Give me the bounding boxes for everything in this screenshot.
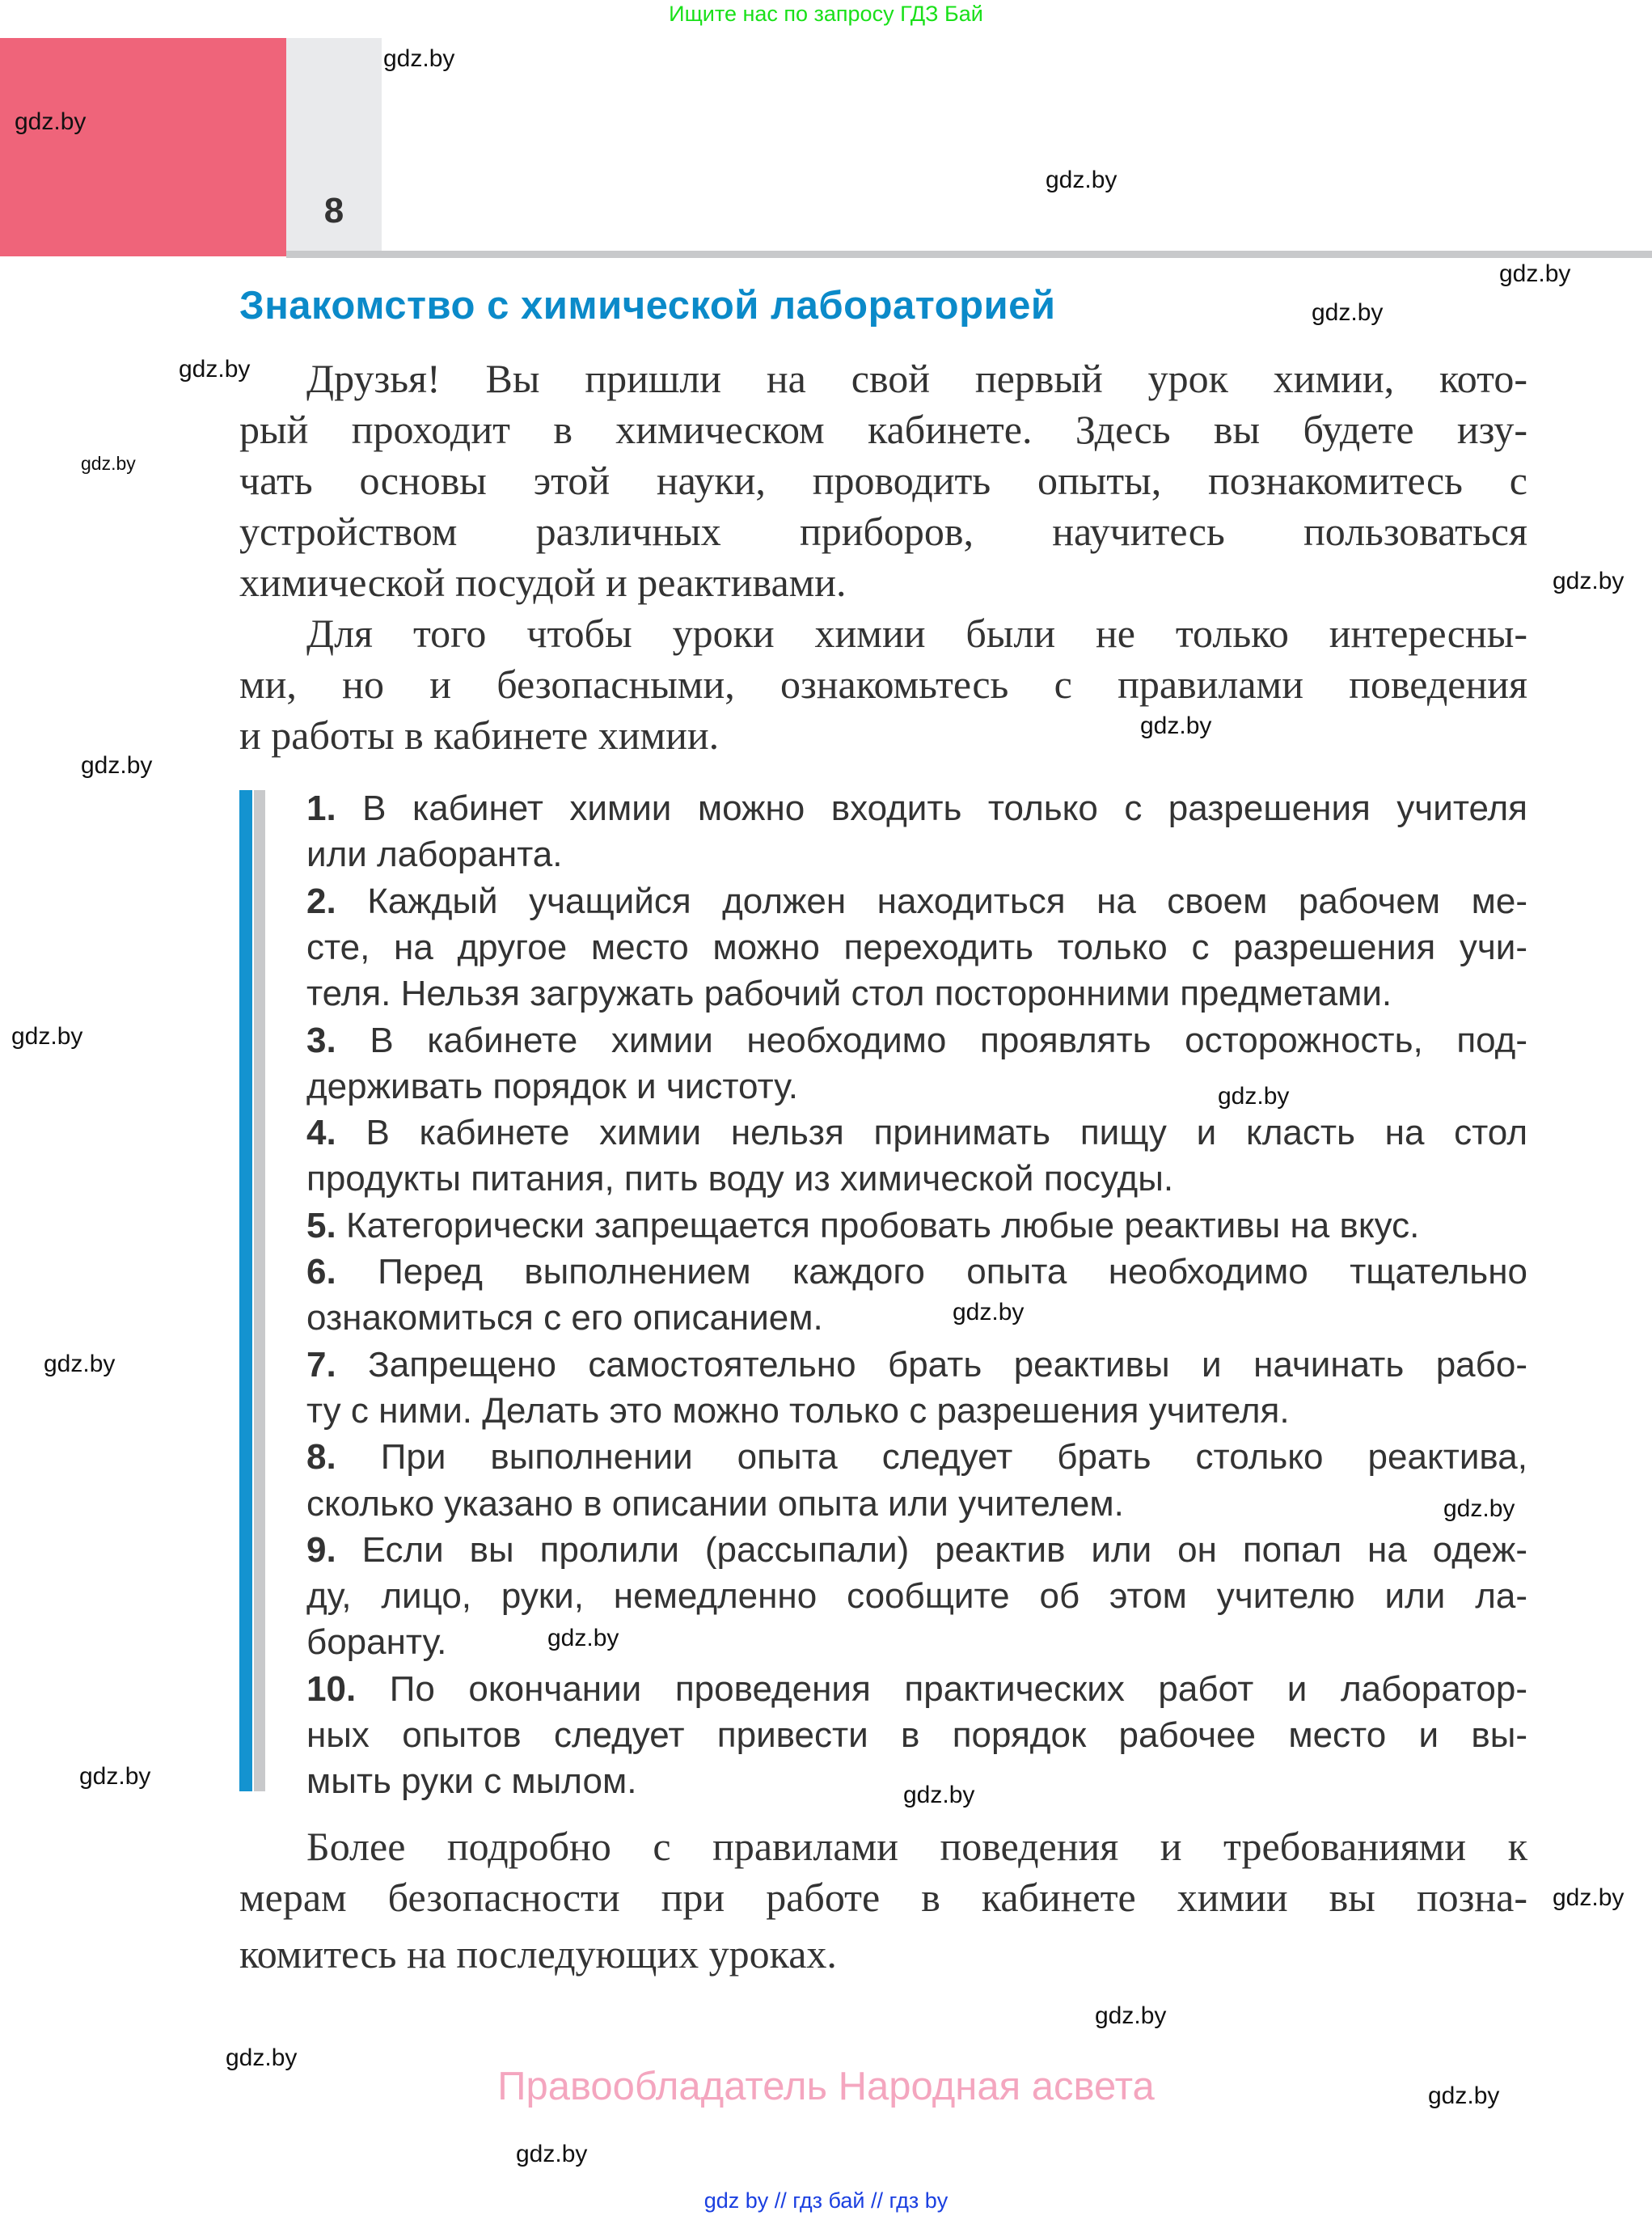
rule-number: 8. (306, 1437, 336, 1478)
rule-line (306, 1619, 1527, 1665)
rule-text: сколько указано в описании опыта или учителем. (306, 1483, 1124, 1524)
rule-line (306, 1666, 1527, 1712)
watermark: gdz.by (1095, 2002, 1167, 2029)
rule-line (306, 1110, 1527, 1156)
rule-number: 2. (306, 881, 336, 921)
watermark: gdz.by (81, 453, 136, 474)
paragraph-line: Друзья! Вы пришли на свой первый урок химии, кото- (306, 356, 1527, 401)
rule-text: ных опытов следует привести в порядок рабочее место и вы- (306, 1715, 1527, 1755)
rule-text: В кабинете химии необходимо проявлять осторожность, под- (370, 1020, 1527, 1060)
rule-text: сте, на другое место можно переходить только с разрешения учи- (306, 927, 1527, 967)
watermark: gdz.by (383, 45, 455, 72)
section-title: Знакомство с химической лабораторией (239, 284, 1056, 328)
top-banner: Ищите нас по запросу ГДЗ Бай (669, 2, 983, 26)
rule-line (306, 831, 1527, 877)
rule-line (306, 1434, 1527, 1480)
rule-text: В кабинет химии можно входить только с разрешения учителя (362, 789, 1527, 828)
watermark: gdz.by (547, 1625, 619, 1651)
watermark: gdz.by (1312, 299, 1384, 326)
watermark: gdz.by (44, 1351, 116, 1377)
rule-text: держивать порядок и чистоту. (306, 1066, 798, 1106)
watermark: gdz.by (79, 1763, 151, 1790)
watermark: gdz.by (953, 1299, 1025, 1326)
rules-accent-bar (239, 790, 252, 1791)
rule-text: или лаборанта. (306, 835, 563, 875)
copyright-notice: Правообладатель Народная асвета (497, 2065, 1155, 2108)
watermark: gdz.by (1218, 1083, 1290, 1110)
rule-line (306, 970, 1527, 1017)
rule-number: 3. (306, 1020, 336, 1060)
watermark: gdz.by (226, 2044, 298, 2071)
rule-line (306, 1156, 1527, 1202)
page-number: 8 (323, 191, 344, 230)
rule-line (306, 1203, 1527, 1249)
rule-text: продукты питания, пить воду из химической посуды. (306, 1159, 1174, 1199)
rule-text: Если вы пролили (рассыпали) реактив или он попал на одеж- (361, 1529, 1527, 1570)
watermark: gdz.by (1499, 260, 1571, 287)
watermark: gdz.by (903, 1782, 975, 1808)
paragraph-line: Для того чтобы уроки химии были не только интересны- (306, 611, 1527, 656)
rule-line (306, 1573, 1527, 1619)
paragraph-line: устройством различных приборов, научитесь пользоваться (239, 509, 1527, 554)
rule-line (306, 1388, 1527, 1434)
rule-line (306, 785, 1527, 831)
rules-accent-bar-secondary (254, 790, 265, 1791)
watermark: gdz.by (81, 752, 153, 779)
rule-text: При выполнении опыта следует брать столько реактива, (380, 1437, 1527, 1478)
rule-line (306, 924, 1527, 970)
paragraph-line: рый проходит в химическом кабинете. Здесь вы будете изу- (239, 407, 1527, 452)
rule-line (306, 1712, 1527, 1758)
rule-number: 7. (306, 1344, 336, 1385)
watermark: gdz.by (1046, 167, 1118, 193)
watermark: gdz.by (11, 1023, 83, 1050)
watermark: gdz.by (1140, 712, 1212, 739)
rule-line (306, 1527, 1527, 1573)
rule-number: 9. (306, 1529, 336, 1570)
rule-line (306, 1481, 1527, 1527)
page-corner-accent (0, 38, 286, 256)
rule-text: ознакомиться с его описанием. (306, 1298, 823, 1338)
paragraph-line: и работы в кабинете химии. (239, 712, 720, 758)
paragraph-line: мерам безопасности при работе в кабинете химии вы позна- (239, 1875, 1527, 1920)
rule-text: Категорически запрещается пробовать любые реактивы на вкус. (345, 1205, 1420, 1245)
rule-number: 6. (306, 1252, 336, 1292)
watermark: gdz.by (1553, 1884, 1625, 1911)
paragraph-line: комитесь на последующих уроках. (239, 1931, 837, 1977)
rule-line (306, 878, 1527, 924)
rule-line (306, 1017, 1527, 1063)
rule-text: Перед выполнением каждого опыта необходимо тщательно (378, 1252, 1527, 1292)
watermark: gdz.by (516, 2141, 588, 2167)
rule-text: теля. Нельзя загружать рабочий стол посторонними предметами. (306, 974, 1392, 1014)
paragraph-line: химической посудой и реактивами. (239, 560, 847, 605)
footer-links[interactable]: gdz by // гдз бай // гдз by (703, 2188, 949, 2213)
watermark: gdz.by (1553, 568, 1625, 594)
rule-number: 10. (306, 1668, 357, 1709)
watermark: gdz.by (1428, 2082, 1500, 2109)
rule-text: По окончании проведения практических работ и лаборатор- (389, 1668, 1527, 1709)
rule-line (306, 1342, 1527, 1388)
rule-text: боранту. (306, 1622, 447, 1663)
rule-line (306, 1249, 1527, 1295)
watermark: gdz.by (15, 108, 87, 135)
paragraph-line: чать основы этой науки, проводить опыты, познакомитесь с (239, 458, 1527, 503)
watermark: gdz.by (1443, 1495, 1515, 1522)
paragraph-line: Более подробно с правилами поведения и требованиями к (306, 1824, 1527, 1869)
rule-line (306, 1295, 1527, 1341)
watermark: gdz.by (179, 356, 251, 383)
rule-text: ту с ними. Делать это можно только с разрешения учителя. (306, 1390, 1290, 1431)
header-divider (286, 251, 1652, 258)
rule-text: Запрещено самостоятельно брать реактивы и начинать рабо- (368, 1344, 1527, 1385)
rule-text: мыть руки с мылом. (306, 1761, 637, 1802)
rule-number: 4. (306, 1113, 336, 1153)
rule-line (306, 1063, 1527, 1110)
rule-text: ду, лицо, руки, немедленно сообщите об этом учителю или ла- (306, 1576, 1527, 1617)
rule-text: В кабинете химии нельзя принимать пищу и класть на стол (365, 1113, 1527, 1153)
rule-number: 1. (306, 789, 336, 828)
rule-text: Каждый учащийся должен находиться на своем рабочем ме- (367, 881, 1527, 921)
paragraph-line: ми, но и безопасными, ознакомьтесь с правилами поведения (239, 662, 1527, 707)
rule-number: 5. (306, 1205, 336, 1245)
